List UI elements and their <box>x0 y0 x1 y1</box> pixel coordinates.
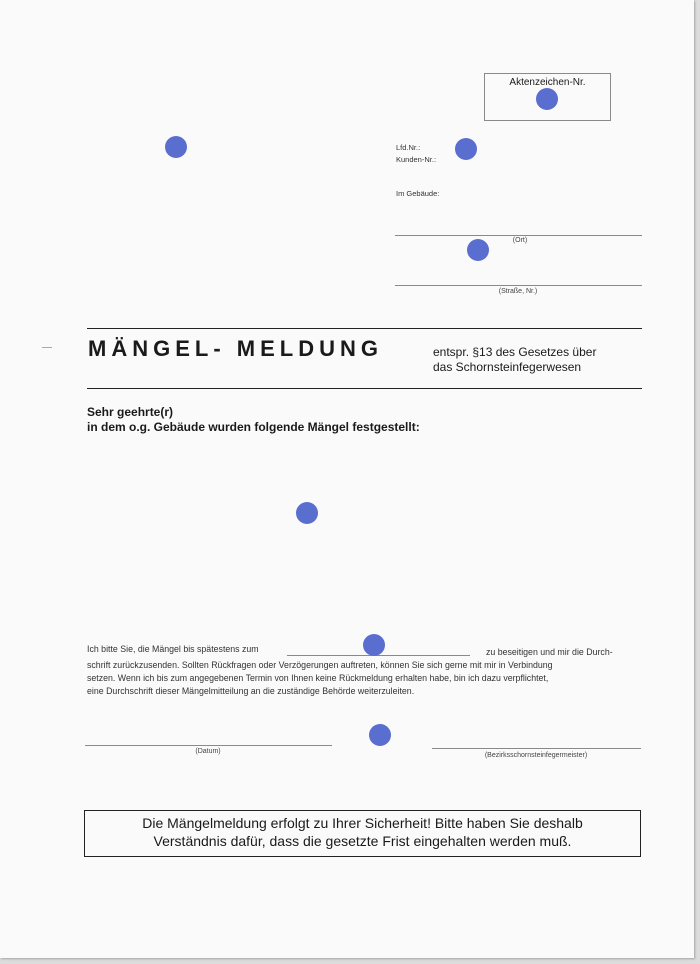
title-subtitle <box>433 345 643 375</box>
datum-line <box>85 745 332 746</box>
title-rule-bottom <box>87 388 642 389</box>
address-field-marker[interactable] <box>165 136 187 158</box>
body-line-1-before: Ich bitte Sie, die Mängel bis spätestens zum <box>87 644 259 654</box>
salutation-line-1: Sehr geehrte(r) <box>87 405 174 419</box>
strasse-caption: (Straße, Nr.) <box>498 288 538 295</box>
notice-line-1: Die Mängelmeldung erfolgt zu Ihrer Sicherheit! Bitte haben Sie deshalb <box>142 815 583 831</box>
gebaeude-label: Im Gebäude: <box>396 189 440 198</box>
ort-caption: (Ort) <box>512 237 528 244</box>
meister-line <box>432 748 641 749</box>
body-line-4: eine Durchschrift dieser Mängelmitteilung an die zuständige Behörde weiterzuleiten. <box>87 686 415 696</box>
safety-notice-box <box>84 810 641 857</box>
aktenzeichen-label: Aktenzeichen-Nr. <box>509 77 586 88</box>
page-title: MÄNGEL- MELDUNG <box>88 336 383 361</box>
body-line-2: schrift zurückzusenden. Sollten Rückfragen oder Verzögerungen auftreten, können Sie sich gerne mit mir in Verbindung <box>87 660 553 670</box>
defects-field-marker[interactable] <box>296 502 318 524</box>
ort-line <box>395 235 642 236</box>
kunden-label: Kunden-Nr.: <box>396 155 437 164</box>
signature-field-marker[interactable] <box>369 724 391 746</box>
lfd-label: Lfd.Nr.: <box>396 143 421 152</box>
aktenzeichen-field-marker[interactable] <box>536 88 558 110</box>
salutation-line-2: in dem o.g. Gebäude wurden folgende Mängel festgestellt: <box>87 420 420 434</box>
deadline-field-marker[interactable] <box>363 634 385 656</box>
subtitle-line-1: entspr. §13 des Gesetzes über <box>433 345 597 359</box>
fold-mark <box>42 347 52 348</box>
building-field-marker[interactable] <box>467 239 489 261</box>
salutation <box>87 405 420 435</box>
strasse-line <box>395 285 642 286</box>
datum-caption: (Datum) <box>195 748 221 755</box>
subtitle-line-2: das Schornsteinfegerwesen <box>433 360 582 374</box>
notice-line-2: Verständnis dafür, dass die gesetzte Frist eingehalten werden muß. <box>153 833 572 849</box>
deadline-line <box>287 655 470 656</box>
body-line-3: setzen. Wenn ich bis zum angegebenen Termin von Ihnen keine Rückmeldung erhalten habe, bin ich dazu verpflichtet, <box>87 673 549 683</box>
meister-caption: (Bezirksschornsteinfegermeister) <box>484 752 588 759</box>
customer-number-field-marker[interactable] <box>455 138 477 160</box>
title-rule-top <box>87 328 642 329</box>
body-line-1-after: zu beseitigen und mir die Durch- <box>486 647 613 657</box>
